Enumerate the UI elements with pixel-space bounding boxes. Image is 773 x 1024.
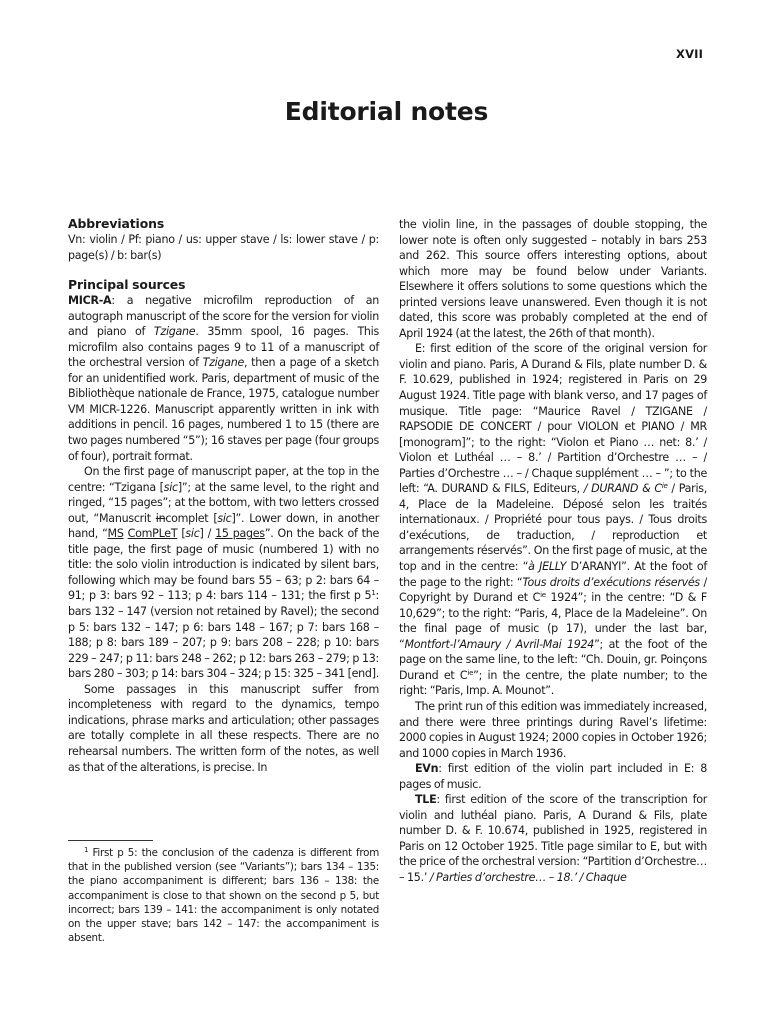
page-title: Editorial notes [284,96,489,126]
work-title: Tzigane [202,356,245,370]
italic-text: / DURAND & C [583,482,662,496]
footnote-divider [68,840,153,841]
text: 1924”; in the centre: “D & F 10,629”; to the right: “Paris, 4, Place de la Madeleine”. On the final page of music (p 17), under the last bar, “ [399,591,707,651]
source-e-paragraph [399,341,707,699]
superscript: ie [661,482,668,491]
micr-a-paragraph [68,293,379,464]
source-tle-paragraph [399,792,707,885]
text: E: first edition of the score of the original version for violin and piano. Paris, A Durand & Fils, plate number D. & F. 10.629, published in 1924; registered in Paris on 29 August 1924. Title page with blank verso, and 17 pages of musique. Title page: “Maurice Ravel / TZIGANE / RAPSODIE DE CONCERT / pour VIOLON et PIANO / MR [monogram]”; to the right: “Violon et Piano … net: 8.’ / Violon et Luthéal … – 8.’ / Partition d’Orchestre … – / Parties d’Orchestre … – / Chaque supplément … – ”; to the left: “A. DURAND & FILS, Editeurs, [399,342,707,496]
struck-text: in [155,511,166,525]
text: [ [177,527,186,541]
principal-sources-heading: Principal sources [68,277,186,293]
continuation-paragraph: the violin line, in the passages of double stopping, the lower note is often only suggested – notably in bars 253 and 262. This source offers interesting options, about which more may be found below under Variants. Elsewhere it offers solutions to some questions which the printed versions leave unanswered. Even though it is not dated, this score was probably completed at the end of April 1924 (at the latest, the 26th of that month). [399,218,707,340]
text: : first edition of the score of the transcription for violin and luthéal piano. Paris, A Durand & Fils, plate number D. & F. 10.674, published in 1925, registered in Paris on 12 October 1925. Title page similar to E, but with the price of the orchestral version: “Partition d’Orchestre… – 15.’ [399,793,707,884]
footnote-reference[interactable]: 1 [371,589,376,598]
work-title: Tzigane [153,325,196,339]
text: D’ARANYI”. At the foot of the page to the right: “ [399,560,707,589]
text: ]”; at the same level, to the right and ringed, “15 pages”; at the bottom, with two letters crossed out, “Manuscrit [68,480,379,525]
right-column [399,217,707,886]
text: complet [ [165,511,218,525]
text: First p 5: the conclusion of the cadenza is different from that in the published version (see “Variants”); bars 134 – 135: the piano accompaniment is different; bars 136 – 138: the accompaniment is close to that shown on the second p 5, but incorrect; bars 139 – 141: the accompaniment is only notated on the upper stave; bars 142 – 147: the accompaniment is absent. [68,847,379,945]
source-label-tle: TLE [415,793,437,807]
text: ] / [199,527,216,541]
sic-note: sic [163,480,178,494]
source-label-evn: EVn [415,762,439,776]
text: ”; at the foot of the page on the same line, to the left: “Ch. Douin, gr. Poinçons Durand et C [399,637,707,682]
print-run-paragraph: The print run of this edition was immediately increased, and there were three printings during Ravel’s lifetime: 2000 copies in August 1924; 2000 copies in October 1926; and 1000 copies in March 1936. [399,699,707,760]
underlined-text: 15 pages [215,527,265,541]
manuscript-description-paragraph [68,464,379,682]
sic-note: sic [217,511,232,525]
completeness-paragraph: Some passages in this manuscript suffer from incompleteness with regard to the dynamics, tempo indications, phrase marks and articulation; other passages are totally complete in all these respects. There are no rehearsal numbers. The written form of the notes, as well as that of the alterations, is precise. In [68,682,379,774]
underlined-text: ComPLeT [127,527,178,541]
footnote [68,846,379,945]
text: : bars 132 – 147 (version not retained by Ravel); the second p 5: bars 132 – 147; p 6: bars 148 – 167; p 7: bars 168 – 188; p 8: bars 189 – 207; p 9: bars 208 – 228; p 10: bars 229 – 247; p 11: bars 248 – 262; p 12: bars 263 – 279; p 13: bars 280 – 303; p 14: bars 304 – 324; p 15: 325 – 341 [end]. [68,589,379,681]
text: , then a page of a sketch for an unidentified work. Paris, department of music of the Bibliothèque nationale de France, 1975, catalogue number VM MICR-1226. Manuscript apparently written in ink with additions in pencil. 16 pages, numbered 1 to 15 (there are two pages numbered “5”); 16 staves per page (four groups of four), portrait format. [68,356,379,463]
text: On the first page of manuscript paper, at the top in the centre: “Tzigana [ [68,465,379,494]
source-evn-paragraph [399,761,707,792]
abbreviations-text: Vn: violin / Pf: piano / us: upper stave / ls: lower stave / p: page(s) / b: bar(s) [68,233,379,262]
underlined-text: MS [107,527,124,541]
footnote-text [68,846,379,945]
superscript: ie [540,591,546,600]
text: : first edition of the violin part included in E: 8 pages of music. [399,762,707,791]
page-number: XVII [676,47,704,61]
italic-text: / Parties d’orchestre… – 18.’ / Chaque [429,870,627,884]
italic-text: Tous droits d’exécutions réservés [522,575,700,589]
text: / Paris, 4, Place de la Madeleine. Déposé selon les traités internationaux. / Propriété pour tous pays. / Tous droits d’exécutions, de traduction, / reproduction et arrangements réservés”. On the first page of music, at the top and in the centre: “ [399,482,707,574]
text: / Copyright by Durand et C [399,575,707,605]
left-column [68,216,379,775]
superscript: ie [467,668,474,677]
text: ]”. Lower down, in another hand, “ [68,511,379,541]
sic-note: sic [185,527,200,541]
italic-text: Montfort-l’Amaury / Avril-Mai 1924 [404,637,595,651]
text: . 35mm spool, 16 pages. This microfilm also contains pages 9 to 11 of a manuscript of the orchestral version of [68,325,379,370]
text: : a negative microfilm reproduction of an autograph manuscript of the score for the version for violin and piano of [68,294,379,339]
text: ”; in the centre, the plate number; to the right: “Paris, Imp. A. Mounot”. [399,668,707,698]
italic-text: à JELLY [528,560,567,574]
text: ”. On the back of the title page, the first page of music (numbered 1) with no title: the solo violin introduction is indicated by silent bars, following which may be found bars 55 – 63; p 2: bars 64 – 91; p 3: bars 92 – 113; p 4: bars 114 – 131; the first p 5 [68,527,380,603]
footnote-marker: 1 [84,846,89,854]
source-label-micr-a: MICR-A [68,294,112,308]
abbreviations-heading: Abbreviations [68,216,165,231]
